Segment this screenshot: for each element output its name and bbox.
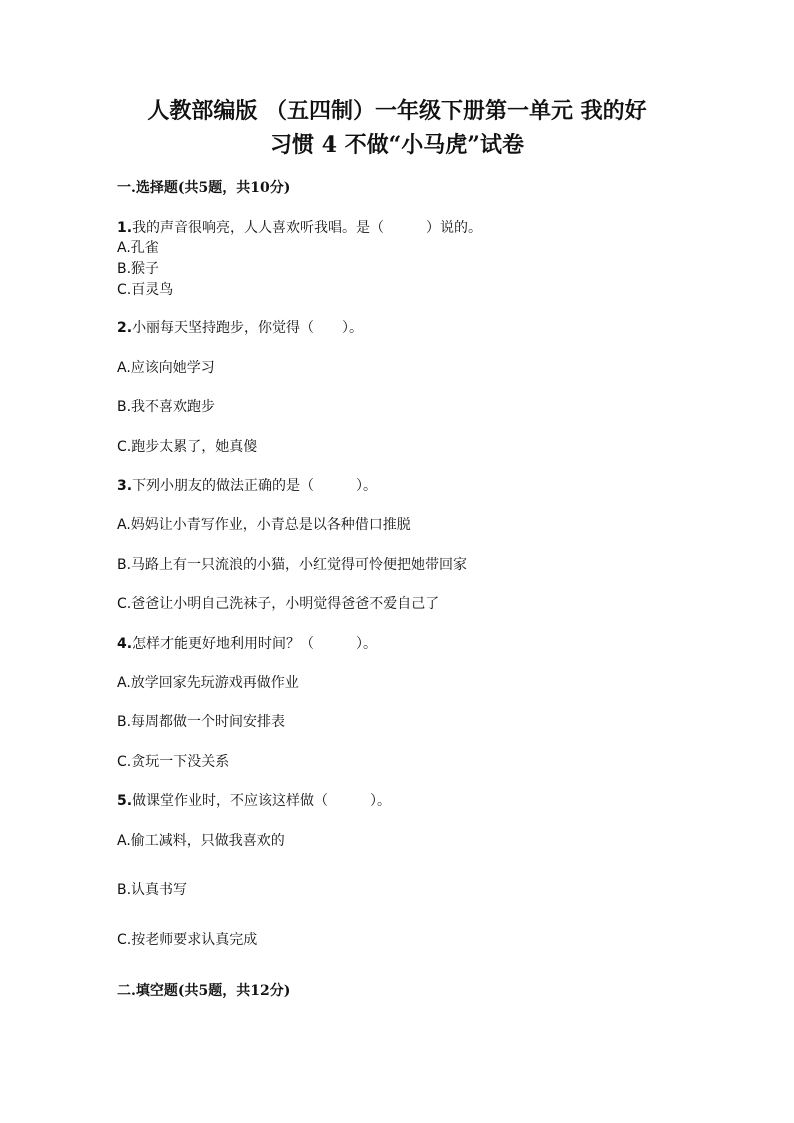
question-number: 5. — [117, 793, 133, 809]
option-2a: A.应该向她学习 — [117, 360, 215, 376]
question-text: 我的声音很响亮，人人喜欢听我唱。是（ ）说的。 — [132, 220, 483, 236]
option-5a: A.偷工减料，只做我喜欢的 — [117, 833, 285, 849]
section-heading-fill: 二.填空题(共5题，共12分) — [117, 983, 291, 999]
question-text: 小丽每天坚持跑步，你觉得（ ）。 — [132, 320, 364, 336]
question-1 — [117, 218, 482, 238]
option-2b: B.我不喜欢跑步 — [117, 399, 216, 415]
option-1c: C.百灵鸟 — [117, 282, 174, 298]
option-4b: B.每周都做一个时间安排表 — [117, 714, 286, 730]
document-title: 人教部编版 （五四制）一年级下册第一单元 我的好 — [147, 98, 647, 124]
option-3b: B.马路上有一只流浪的小猫，小红觉得可怜便把她带回家 — [117, 557, 468, 573]
question-number: 2. — [117, 320, 133, 336]
option-1a: A.孔雀 — [117, 240, 159, 256]
question-number: 1. — [117, 220, 133, 236]
question-text: 怎样才能更好地利用时间？（ ）。 — [132, 636, 378, 652]
option-1b: B.猴子 — [117, 261, 160, 277]
document-title-line2: 习惯 4 不做“小马虎”试卷 — [270, 132, 524, 158]
question-3 — [117, 476, 377, 496]
question-2 — [117, 318, 363, 338]
option-5c: C.按老师要求认真完成 — [117, 932, 258, 948]
question-number: 4. — [117, 636, 133, 652]
question-text: 下列小朋友的做法正确的是（ ）。 — [132, 478, 378, 494]
option-4a: A.放学回家先玩游戏再做作业 — [117, 675, 299, 691]
option-4c: C.贪玩一下没关系 — [117, 754, 230, 770]
option-3a: A.妈妈让小青写作业，小青总是以各种借口推脱 — [117, 517, 411, 533]
question-number: 3. — [117, 478, 133, 494]
question-text: 做课堂作业时，不应该这样做（ ）。 — [132, 793, 392, 809]
option-2c: C.跑步太累了，她真傻 — [117, 439, 258, 455]
question-4 — [117, 634, 377, 654]
question-5 — [117, 791, 391, 811]
option-5b: B.认真书写 — [117, 882, 188, 898]
option-3c: C.爸爸让小明自己洗袜子，小明觉得爸爸不爱自己了 — [117, 596, 440, 612]
section-heading-choice: 一.选择题(共5题，共10分) — [117, 180, 291, 196]
